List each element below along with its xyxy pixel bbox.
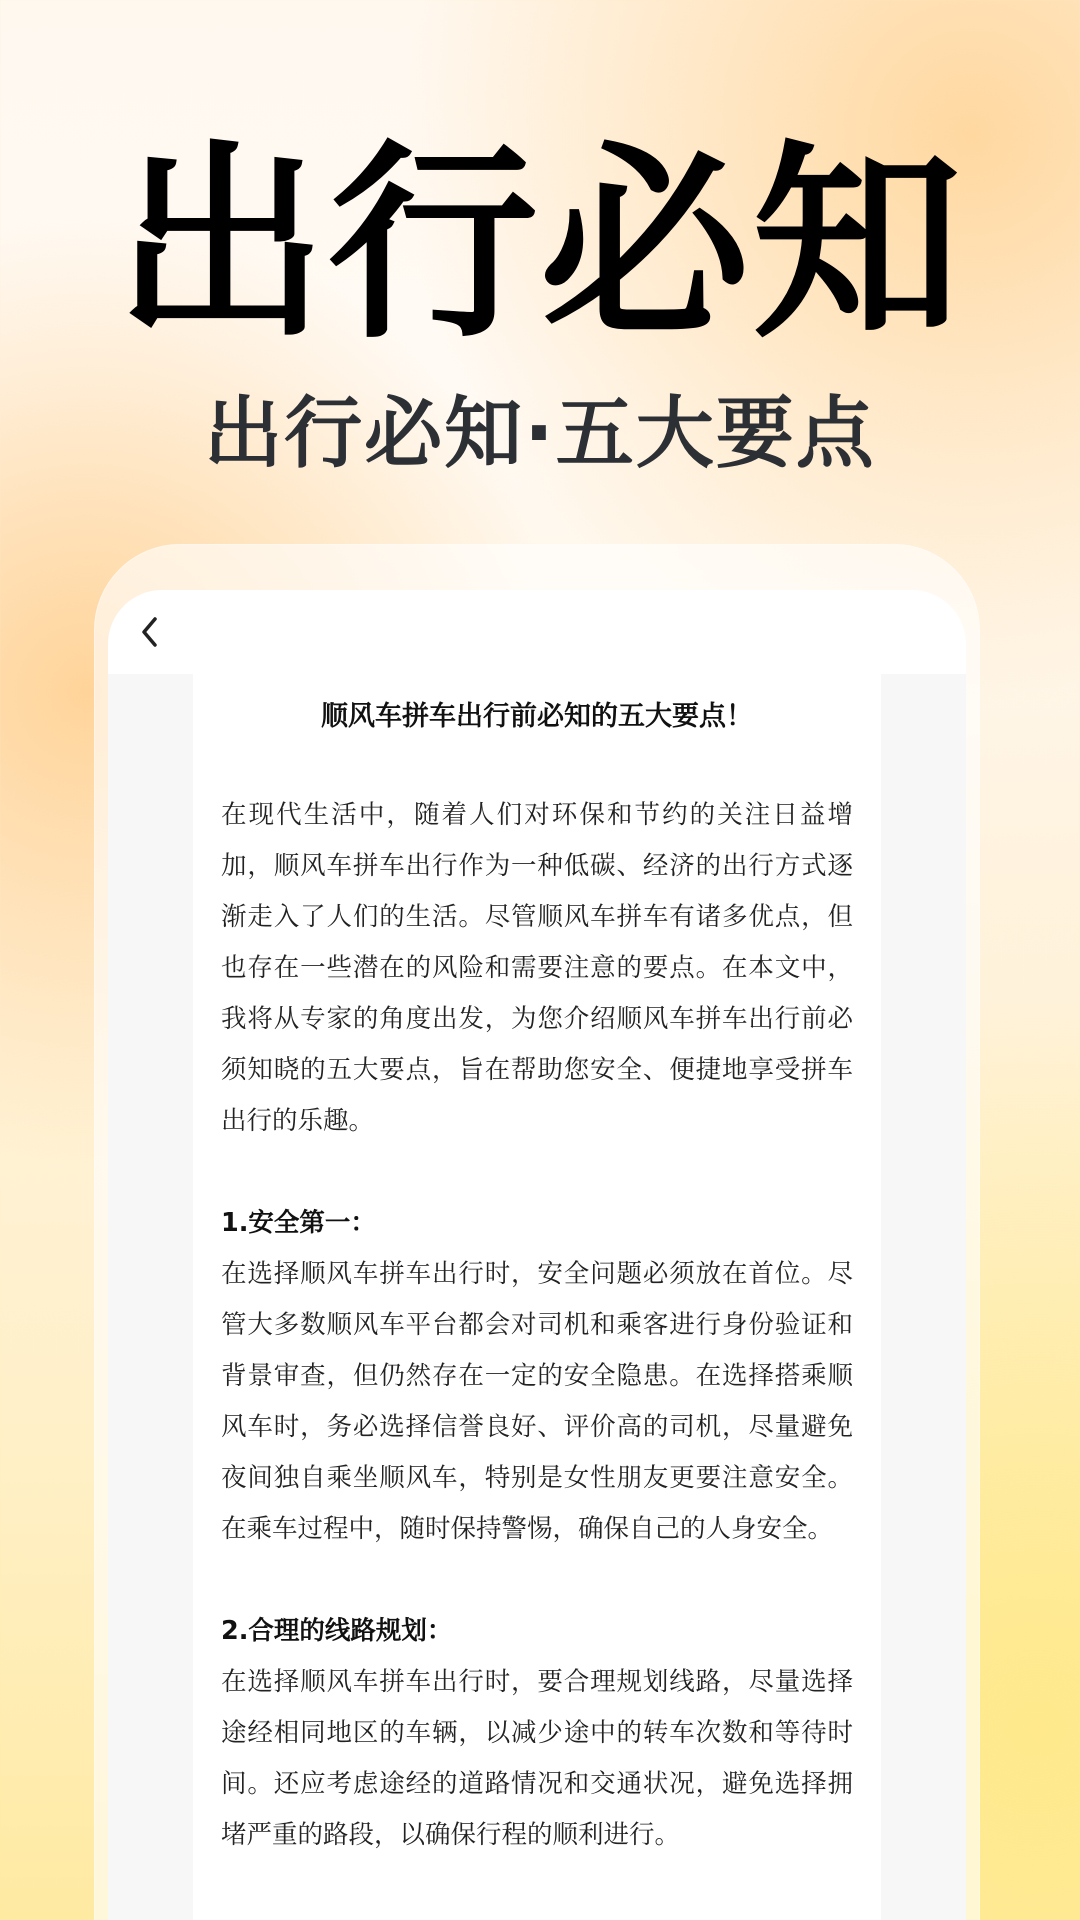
section-body-1: 在选择顺风车拼车出行时，安全问题必须放在首位。尽管大多数顺风车平台都会对司机和乘客进行身份验证和背景审查，但仍然存在一定的安全隐患。在选择搭乘顺风车时，务必选择信誉良好、评价高的司机，尽量避免夜间独自乘坐顺风车，特别是女性朋友更要注意安全。在乘车过程中，随时保持警惕，确保自己的人身安全。	[221, 1258, 853, 1544]
hero-subtitle: 出行必知·五大要点	[204, 389, 876, 479]
section-spacer	[221, 1147, 853, 1198]
phone-mockup	[94, 544, 980, 1920]
article-panel	[193, 674, 881, 1920]
article-title: 顺风车拼车出行前必知的五大要点！	[321, 701, 753, 732]
back-button[interactable]	[128, 610, 172, 654]
hero-title: 出行必知	[115, 122, 964, 367]
section-spacer	[221, 1555, 853, 1606]
article-intro: 在现代生活中，随着人们对环保和节约的关注日益增加，顺风车拼车出行作为一种低碳、经济的出行方式逐渐走入了人们的生活。尽管顺风车拼车有诸多优点，但也存在一些潜在的风险和需要注意的要点。在本文中，我将从专家的角度出发，为您介绍顺风车拼车出行前必须知晓的五大要点，旨在帮助您安全、便捷地享受拼车出行的乐趣。	[221, 799, 853, 1136]
chevron-left-icon	[136, 614, 164, 650]
article-screen	[108, 674, 966, 1920]
section-heading-1: 1.安全第一：	[221, 1207, 376, 1238]
section-heading-2: 2.合理的线路规划：	[221, 1615, 453, 1646]
section-body-2: 在选择顺风车拼车出行时，要合理规划线路，尽量选择途经相同地区的车辆，以减少途中的转车次数和等待时间。还应考虑途经的道路情况和交通状况，避免选择拥堵严重的路段，以确保行程的顺利进行。	[221, 1666, 853, 1850]
screen-header	[108, 590, 966, 674]
